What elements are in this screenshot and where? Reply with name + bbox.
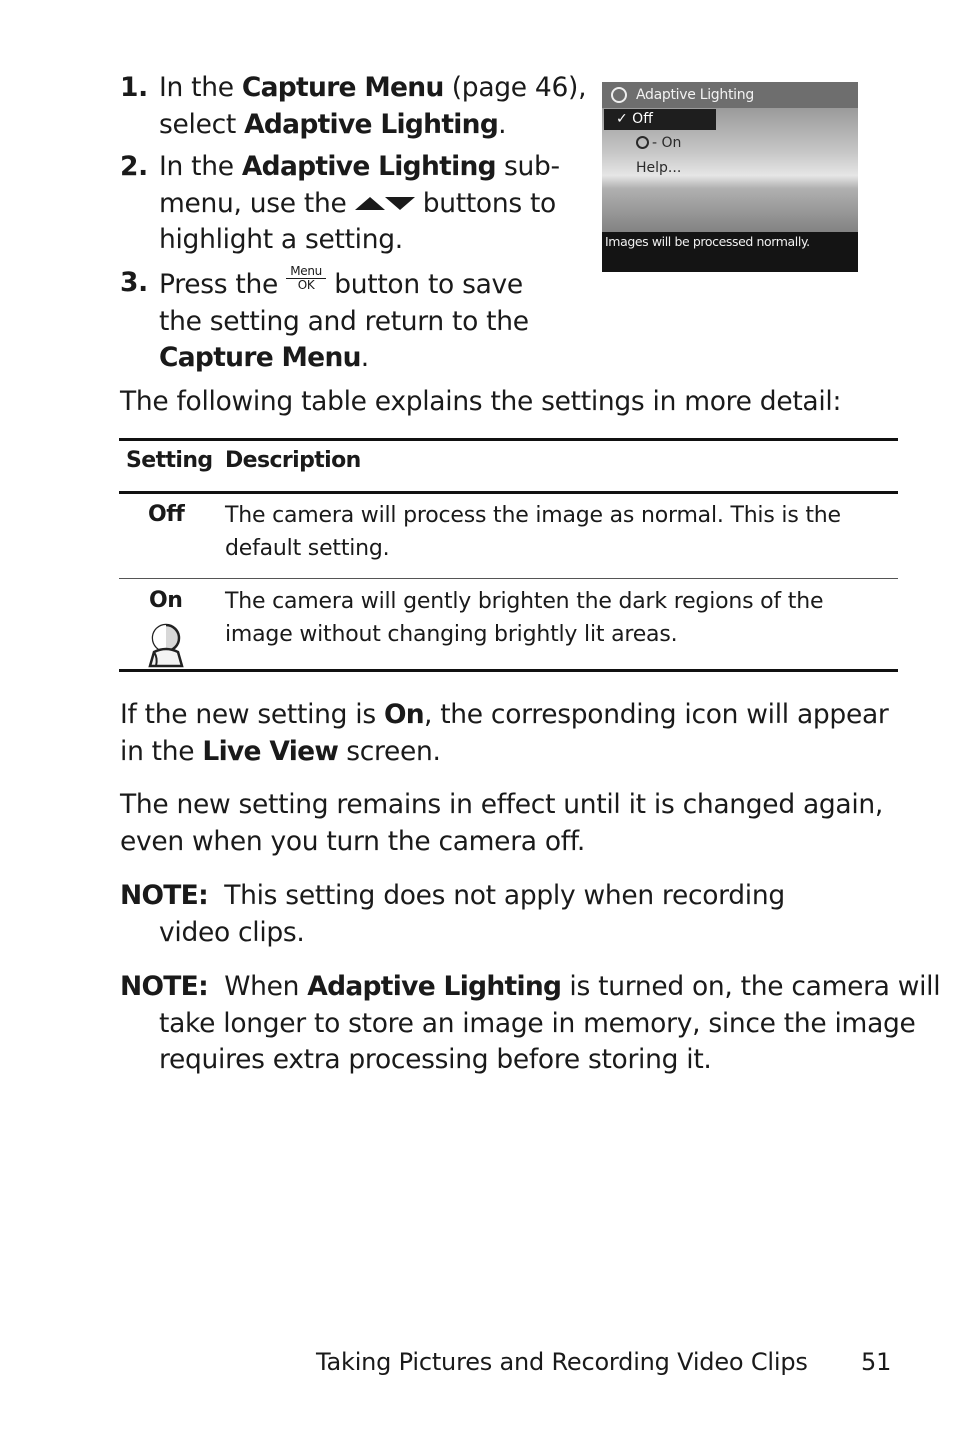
table-header-rule	[119, 491, 898, 494]
note-video-clips: NOTE: This setting does not apply when recording video clips.	[120, 880, 785, 948]
adaptive-lighting-icon	[636, 136, 649, 149]
step-number: 2.	[120, 151, 148, 182]
capture-menu-ref: Capture Menu	[159, 342, 361, 373]
camera-screen-image	[602, 82, 858, 272]
screen-selected-option: ✓ Off	[604, 109, 716, 130]
column-header-setting: Setting	[126, 448, 213, 473]
table-top-rule	[119, 438, 898, 441]
column-header-description: Description	[225, 448, 361, 473]
down-arrow-icon	[385, 197, 415, 210]
table-intro: The following table explains the settings in more detail:	[120, 386, 842, 417]
note-label: NOTE:	[120, 880, 208, 911]
table-bottom-rule	[119, 669, 898, 672]
paragraph-setting-persistence: The new setting remains in effect until it is changed again, even when you turn the camera off.	[120, 789, 884, 857]
running-footer-section: Taking Pictures and Recording Video Clips	[316, 1348, 808, 1376]
row-divider	[119, 578, 898, 579]
adaptive-lighting-icon	[611, 87, 627, 103]
adaptive-lighting-ref: Adaptive Lighting	[241, 151, 496, 182]
menu-ok-button-icon: Menu OK	[286, 265, 326, 291]
note-processing-time: NOTE: When Adaptive Lighting is turned on, the camera will take longer to store an image in memory, since the image requires extra processing before storing it.	[120, 971, 941, 1075]
paragraph-live-view: If the new setting is On, the corresponding icon will appear in the Live View screen.	[120, 699, 889, 767]
step-text: In the Adaptive Lighting sub- menu, use the buttons to highlight a setting.	[159, 151, 560, 255]
page-number: 51	[861, 1348, 892, 1376]
step-number: 3.	[120, 267, 148, 298]
setting-on: On	[149, 588, 183, 613]
setting-description: The camera will gently brighten the dark regions of the image without changing brightly lit areas.	[225, 589, 824, 647]
screen-status-text: Images will be processed normally.	[602, 232, 858, 272]
adaptive-lighting-icon	[144, 622, 186, 668]
capture-menu-ref: Capture Menu	[241, 72, 444, 103]
step-text: Press the Menu OK button to save the setting and return to the Capture Menu.	[159, 264, 529, 373]
adaptive-lighting-ref: Adaptive Lighting	[244, 108, 499, 140]
screen-title: Adaptive Lighting	[602, 82, 858, 108]
setting-off: Off	[148, 502, 185, 527]
up-arrow-icon	[355, 197, 385, 210]
setting-description: The camera will process the image as normal. This is the default setting.	[225, 503, 841, 561]
screen-option-on: - On	[636, 135, 681, 151]
note-label: NOTE:	[120, 971, 208, 1002]
screen-option-help: Help...	[636, 160, 682, 176]
step-number: 1.	[120, 72, 148, 103]
step-text: In the Capture Menu (page 46), select Adaptive Lighting.	[159, 72, 587, 140]
